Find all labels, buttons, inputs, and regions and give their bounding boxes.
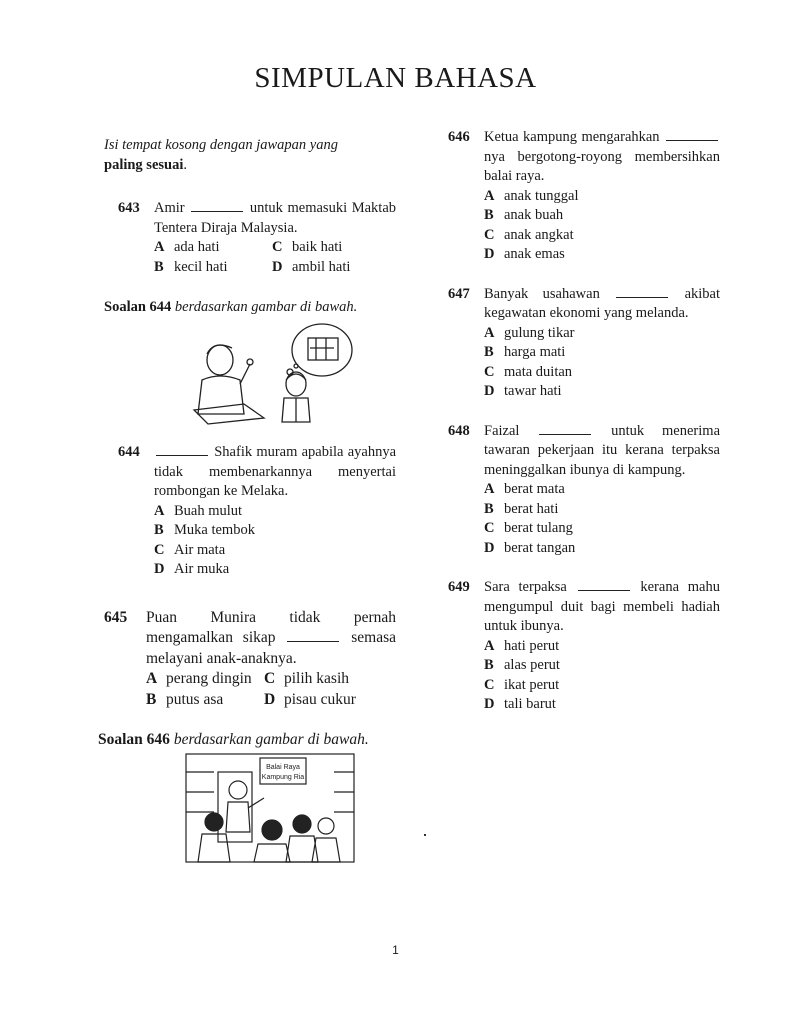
ref-italic: berdasarkan gambar di bawah.	[173, 731, 369, 748]
option-d: tali barut	[504, 696, 556, 712]
option-b: berat hati	[504, 500, 559, 517]
sign-line-2: Kampung Ria	[261, 774, 305, 781]
question-number: 649	[448, 579, 470, 595]
answer-blank	[539, 425, 591, 435]
stem-pre: Banyak usahawan	[484, 285, 600, 302]
question-stem	[484, 128, 720, 187]
stem-post: untuk menerima tawaran pekerjaan itu kerana terpaksa meninggalkan ibunya di kampung.	[484, 422, 721, 478]
question-stem	[484, 285, 720, 324]
question-stem	[146, 608, 396, 670]
stem-post: nya bergotong-royong membersihkan balai raya.	[484, 148, 720, 184]
option-d: berat tangan	[504, 539, 576, 556]
stem-post: kerana mahu mengumpul duit bagi membeli hadiah untuk ibunya.	[484, 579, 720, 634]
answer-blank	[191, 202, 243, 212]
option-d: pisau cukur	[284, 690, 356, 708]
question-stem	[154, 199, 396, 238]
option-b: kecil hati	[174, 258, 228, 275]
ref-bold: Soalan 646	[98, 731, 170, 748]
stem-pre: Puan Munira tidak pernah mengamalkan sikap	[146, 608, 396, 646]
instruction	[104, 135, 396, 175]
question-stem	[484, 422, 720, 481]
answer-blank	[578, 581, 630, 591]
options: A perang dingin C pilih kasih B putus asa D pisau cukur	[146, 669, 396, 710]
stem-post: Shafik muram apabila ayahnya tidak membenarkannya menyertai rombongan ke Melaka.	[154, 444, 397, 499]
answer-blank	[156, 446, 208, 456]
option-b: putus asa	[166, 690, 224, 708]
stray-mark	[424, 834, 426, 836]
option-a: berat mata	[504, 481, 565, 497]
stem-pre: Sara terpaksa	[484, 579, 567, 595]
option-c: ikat perut	[504, 676, 560, 693]
question-number: 645	[104, 608, 128, 626]
option-d: ambil hati	[292, 258, 351, 275]
question-number: 647	[448, 285, 470, 302]
question-646: 646 Ketua kampung mengarahkan nya bergotong-royong membersihkan balai raya. A anak tunggal B anak buah C anak angkat D anak emas	[448, 128, 720, 265]
ref-bold: Soalan 644	[104, 299, 172, 315]
reference-646	[98, 730, 396, 750]
page-title: SIMPULAN BAHASA	[254, 62, 537, 94]
option-d: Air muka	[174, 561, 230, 577]
option-a: gulung tikar	[504, 324, 575, 341]
question-647: 647 Banyak usahawan akibat kegawatan ekonomi yang melanda. A gulung tikar B harga mati C mata duitan D tawar hati	[448, 285, 720, 402]
option-c: baik hati	[292, 239, 343, 255]
stem-pre: Faizal	[484, 422, 520, 439]
options: A ada hati C baik hati B kecil hati D ambil hati	[154, 238, 396, 277]
question-number: 646	[448, 129, 470, 145]
answer-blank	[666, 131, 718, 141]
answer-blank	[287, 632, 339, 642]
stem-post: semasa melayani anak-anaknya.	[146, 629, 396, 667]
option-d: tawar hati	[504, 383, 562, 399]
option-a: hati perut	[504, 637, 560, 654]
instruction-italic: Isi tempat kosong dengan jawapan yang	[104, 137, 338, 153]
stem-post: untuk memasuki Maktab Tentera Diraja Malaysia.	[154, 200, 397, 236]
stem-post: akibat kegawatan ekonomi yang melanda.	[484, 285, 721, 321]
option-d: anak emas	[504, 246, 565, 262]
option-c: pilih kasih	[284, 670, 350, 687]
community-hall-illustration	[184, 752, 356, 864]
option-b: alas perut	[504, 657, 560, 673]
question-649: 649 Sara terpaksa kerana mahu mengumpul duit bagi membeli hadiah untuk ibunya. A hati perut B alas perut C ikat perut D tali barut	[448, 578, 720, 715]
instruction-bold: paling sesuai	[104, 157, 184, 173]
question-643	[118, 199, 396, 277]
option-c: mata duitan	[504, 363, 573, 380]
option-b: harga mati	[504, 344, 566, 360]
question-645	[104, 608, 396, 711]
question-number: 648	[448, 422, 470, 439]
stem-pre: Ketua kampung mengarahkan	[484, 129, 660, 145]
left-column	[98, 135, 397, 756]
question-644: 644 Shafik muram apabila ayahnya tidak membenarkannya menyertai rombongan ke Melaka. A Buah mulut B Muka tembok C Air mata D Air muka	[118, 443, 396, 580]
right-column	[448, 128, 720, 735]
answer-blank	[616, 288, 668, 298]
question-stem	[484, 578, 720, 637]
question-648: 648 Faizal untuk menerima tawaran pekerjaan itu kerana terpaksa meninggalkan ibunya di kampung. A berat mata B berat hati C berat tulang D berat tangan	[448, 422, 720, 559]
question-stem	[154, 443, 396, 502]
option-a: Buah mulut	[174, 502, 243, 519]
option-c: anak angkat	[504, 226, 574, 243]
question-number: 643	[118, 200, 140, 216]
reference-644	[104, 297, 396, 317]
option-a: anak tunggal	[504, 187, 579, 204]
ref-italic: berdasarkan gambar di bawah.	[174, 299, 358, 315]
option-c: berat tulang	[504, 520, 573, 536]
stem-pre: Amir	[154, 200, 185, 216]
instruction-end: .	[183, 157, 187, 173]
option-b: anak buah	[504, 207, 564, 223]
question-number: 644	[118, 444, 140, 460]
option-a: ada hati	[174, 239, 220, 255]
option-a: perang dingin	[166, 670, 252, 687]
option-b: Muka tembok	[174, 522, 255, 538]
page-number: 1	[392, 943, 399, 957]
option-c: Air mata	[174, 541, 226, 558]
father-son-illustration	[184, 318, 356, 426]
sign-line-1: Balai Raya	[266, 764, 300, 771]
